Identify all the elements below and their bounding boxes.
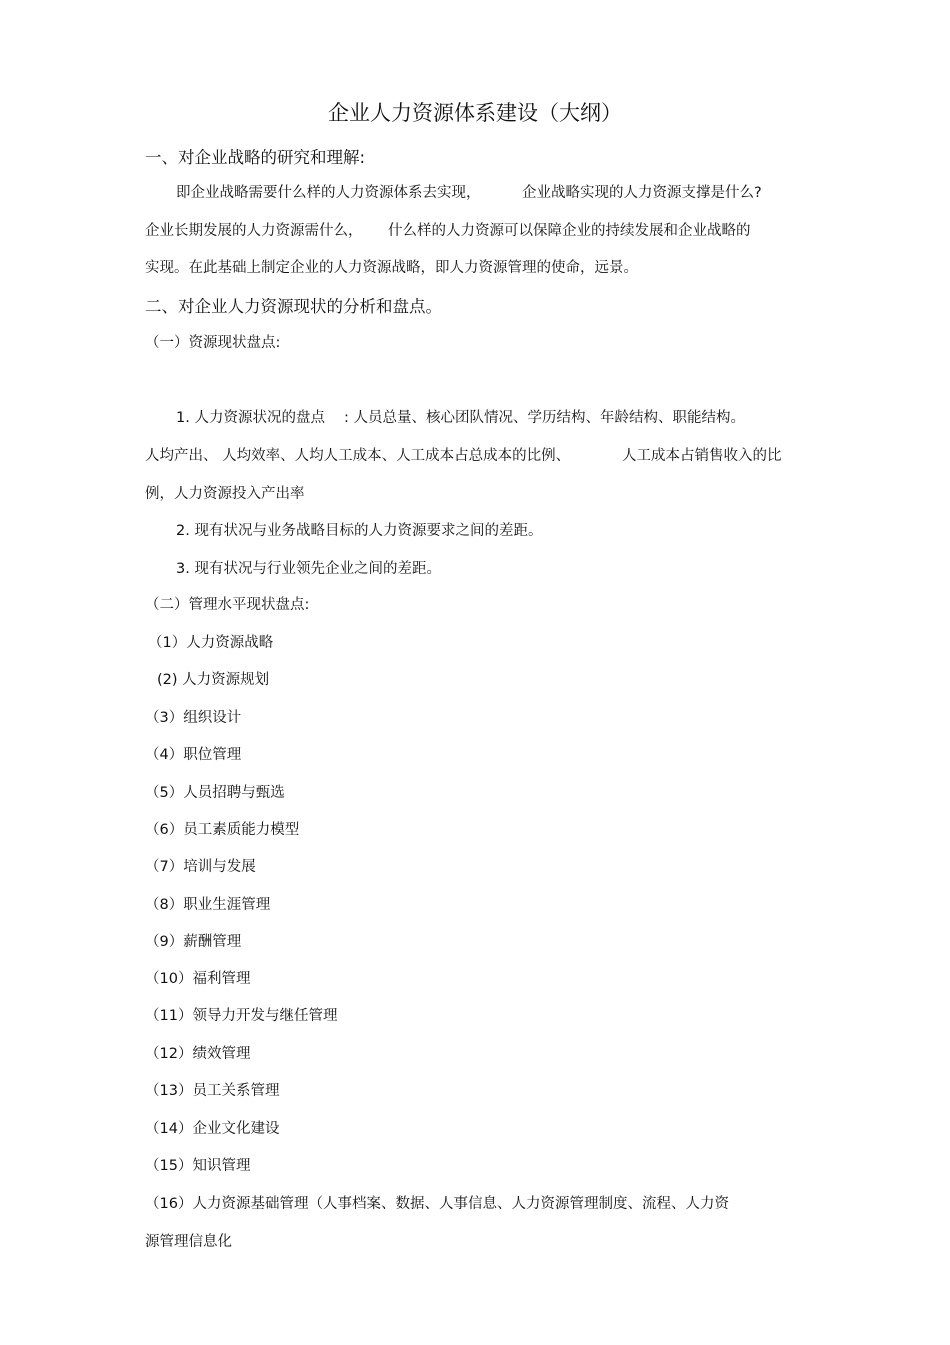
list-item: 例，人力资源投入产出率 xyxy=(145,486,305,502)
management-item: （6）员工素质能力模型 xyxy=(145,822,300,838)
section1-paragraph-line: 企业战略实现的人力资源支撑是什么? xyxy=(522,185,762,201)
document-title: 企业人力资源体系建设（大纲） xyxy=(328,101,622,125)
list-item: 1. 人力资源状况的盘点 xyxy=(176,410,325,426)
subsection2-heading: （二）管理水平现状盘点: xyxy=(145,597,310,613)
management-item: （1）人力资源战略 xyxy=(148,635,274,651)
section2-heading: 二、对企业人力资源现状的分析和盘点。 xyxy=(145,297,442,316)
management-item: （16）人力资源基础管理（人事档案、数据、人事信息、人力资源管理制度、流程、人力资 xyxy=(145,1196,729,1212)
management-item: 源管理信息化 xyxy=(145,1234,232,1250)
section1-heading: 一、对企业战略的研究和理解: xyxy=(145,148,366,167)
management-item: （10）福利管理 xyxy=(145,971,251,987)
management-item: (2) 人力资源规划 xyxy=(157,672,270,688)
management-item: （14）企业文化建设 xyxy=(145,1121,280,1137)
management-item: （15）知识管理 xyxy=(145,1158,251,1174)
management-item: （11）领导力开发与继任管理 xyxy=(145,1008,338,1024)
section1-paragraph-line: 什么样的人力资源可以保障企业的持续发展和企业战略的 xyxy=(388,223,751,239)
section1-paragraph-line: 即企业战略需要什么样的人力资源体系去实现， xyxy=(176,185,481,201)
subsection1-heading: （一）资源现状盘点: xyxy=(145,335,281,351)
list-item: 人工成本占销售收入的比 xyxy=(622,448,782,464)
management-item: （9）薪酬管理 xyxy=(145,934,242,950)
management-item: （4）职位管理 xyxy=(145,747,242,763)
section1-paragraph-line: 实现。在此基础上制定企业的人力资源战略，即人力资源管理的使命，远景。 xyxy=(145,260,638,276)
section1-paragraph-line: 企业长期发展的人力资源需什么， xyxy=(145,223,363,239)
management-item: （7）培训与发展 xyxy=(145,859,256,875)
management-item: （3）组织设计 xyxy=(145,710,242,726)
list-item: 3. 现有状况与行业领先企业之间的差距。 xyxy=(176,561,441,577)
list-item: 2. 现有状况与业务战略目标的人力资源要求之间的差距。 xyxy=(176,523,543,539)
management-item: （8）职业生涯管理 xyxy=(145,897,271,913)
list-item: : 人员总量、核心团队情况、学历结构、年龄结构、职能结构。 xyxy=(344,410,745,426)
list-item: 人均产出、 人均效率、人均人工成本、人工成本占总成本的比例、 xyxy=(145,448,571,464)
management-item: （5）人员招聘与甄选 xyxy=(145,785,285,801)
management-item: （12）绩效管理 xyxy=(145,1046,251,1062)
management-item: （13）员工关系管理 xyxy=(145,1083,280,1099)
